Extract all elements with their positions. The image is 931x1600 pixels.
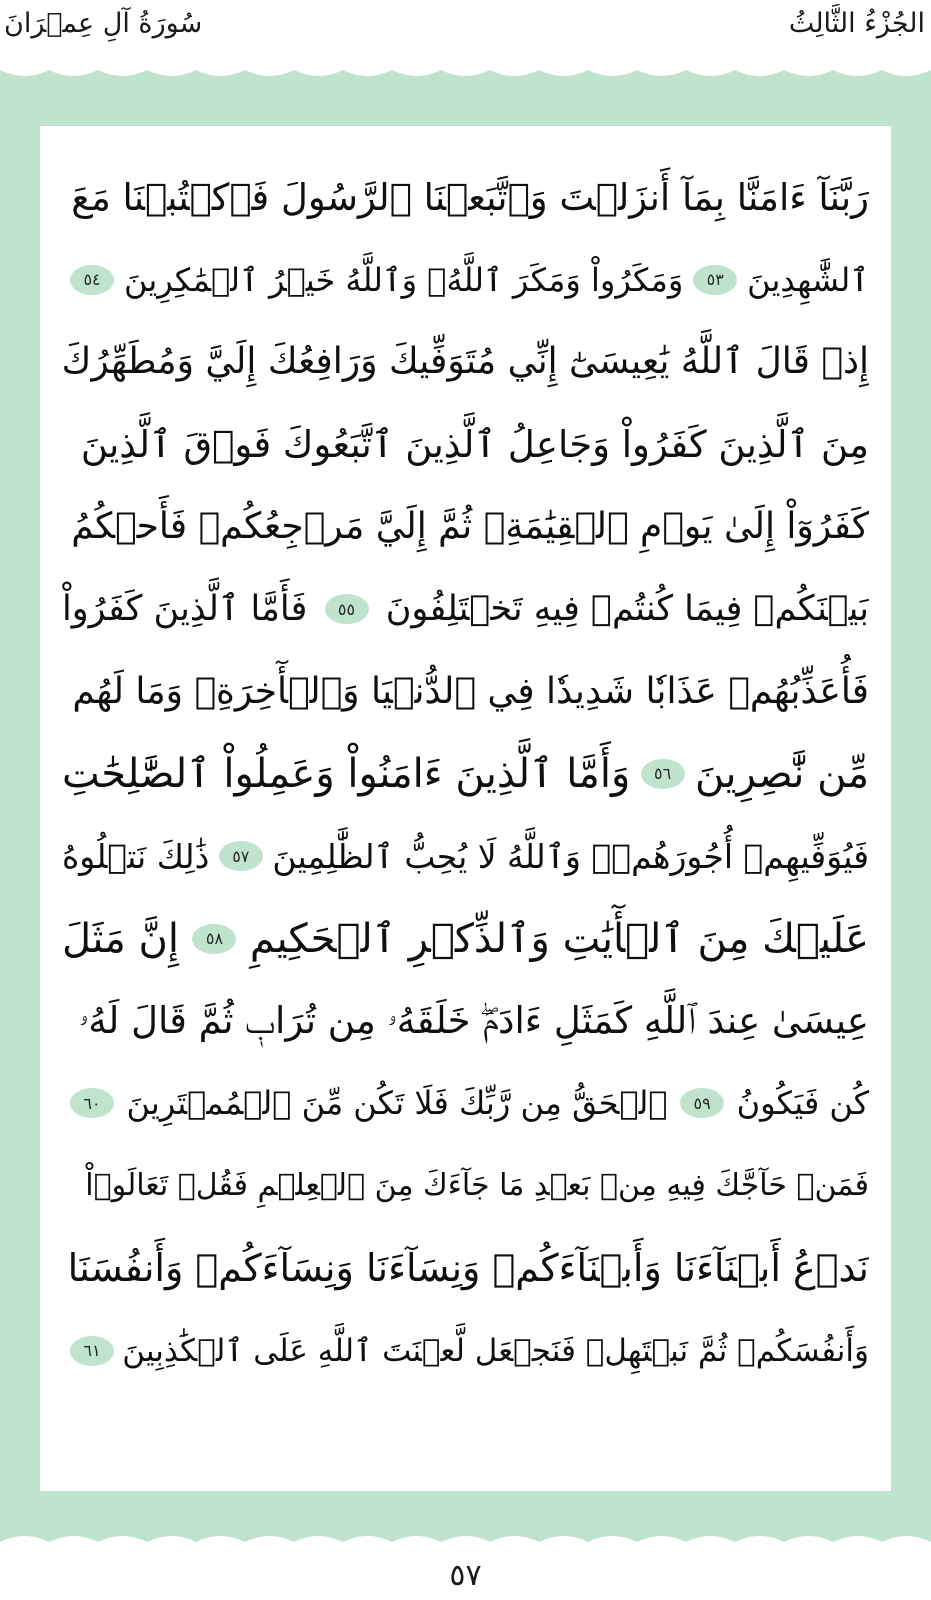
verse-line (62, 238, 869, 320)
ayah-number-marker: ٦٠ (70, 1088, 114, 1118)
verse-text: فَأَمَّا ٱلَّذِينَ كَفَرُواْ (62, 589, 308, 630)
ayah-number-marker: ٥٨ (192, 924, 236, 954)
verse-line (62, 815, 869, 897)
verse-text: مِنَ ٱلَّذِينَ كَفَرُواْ وَجَاعِلُ ٱلَّذِينَ ٱتَّبَعُوكَ فَوۡقَ ٱلَّذِينَ (80, 422, 869, 466)
ayah-number-marker: ٦١ (70, 1336, 114, 1366)
verse-text: ٱلشَّٰهِدِينَ (747, 260, 869, 299)
ayah-number-marker: ٥٥ (325, 594, 369, 624)
verse-line (62, 156, 869, 238)
page-number: ٥٧ (449, 1558, 482, 1593)
verse-text: فَمَنۡ حَآجَّكَ فِيهِ مِنۢ بَعۡدِ مَا جَآءَكَ مِنَ ٱلۡعِلۡمِ فَقُلۡ تَعَالَوۡاْ (85, 1168, 869, 1204)
quran-text-panel (40, 126, 891, 1491)
verse-text: ذَٰلِكَ نَتۡلُوهُ (62, 836, 210, 876)
verse-text: بَيۡنَكُمۡ فِيمَا كُنتُمۡ فِيهِ تَخۡتَلِفُونَ (385, 589, 869, 630)
ayah-number-marker: ٥٩ (680, 1088, 724, 1118)
verse-text: فَيُوَفِّيهِمۡ أُجُورَهُمۡۗ وَٱللَّهُ لَا يُحِبُّ ٱلظَّٰلِمِينَ (272, 836, 869, 876)
verse-text: وَأَنفُسَكُمۡ ثُمَّ نَبۡتَهِلۡ فَنَجۡعَل لَّعۡنَتَ ٱللَّهِ عَلَى ٱلۡكَٰذِبِينَ (122, 1332, 869, 1369)
verse-line (62, 321, 869, 403)
ayah-number-marker: ٥٣ (693, 265, 737, 295)
verse-text: وَمَكَرُواْ وَمَكَرَ ٱللَّهُۖ وَٱللَّهُ خَيۡرُ ٱلۡمَٰكِرِينَ (123, 260, 684, 299)
verse-line (62, 403, 869, 485)
verse-text: عِيسَىٰ عِندَ ٱللَّهِ كَمَثَلِ ءَادَمَۖ خَلَقَهُۥ مِن تُرَابٖ ثُمَّ قَالَ لَهُۥ (78, 999, 869, 1043)
verse-text: رَبَّنَآ ءَامَنَّا بِمَآ أَنزَلۡتَ وَٱتَّبَعۡنَا ٱلرَّسُولَ فَٱكۡتُبۡنَا مَعَ (71, 175, 869, 219)
ayah-number-marker: ٥٤ (70, 265, 114, 295)
verse-text: مِّن نَّٰصِرِينَ (694, 750, 869, 797)
verse-line (62, 650, 869, 732)
verse-text: إِذۡ قَالَ ٱللَّهُ يَٰعِيسَىٰٓ إِنِّي مُتَوَفِّيكَ وَرَافِعُكَ إِلَيَّ وَمُطَهِّرُكَ (62, 341, 869, 383)
verse-text: كَفَرُوٓاْ إِلَىٰ يَوۡمِ ٱلۡقِيَٰمَةِۖ ثُمَّ إِلَيَّ مَرۡجِعُكُمۡ فَأَحۡكُمُ (71, 506, 869, 548)
verse-line (62, 898, 869, 980)
verse-text: عَلَيۡكَ مِنَ ٱلۡأٓيَٰتِ وَٱلذِّكۡرِ ٱلۡحَكِيمِ (249, 915, 869, 962)
verse-line (62, 1227, 869, 1309)
frame-bottom-border (0, 1530, 931, 1552)
ayah-number-marker: ٥٦ (641, 759, 685, 789)
page-frame (0, 60, 931, 1552)
verse-line (62, 733, 869, 815)
verse-line (62, 486, 869, 568)
verse-text: وَأَمَّا ٱلَّذِينَ ءَامَنُواْ وَعَمِلُواْ ٱلصَّٰلِحَٰتِ (62, 750, 631, 797)
ayah-number-marker: ٥٧ (219, 841, 263, 871)
verse-text: نَدۡعُ أَبۡنَآءَنَا وَأَبۡنَآءَكُمۡ وَنِسَآءَنَا وَنِسَآءَكُمۡ وَأَنفُسَنَا (67, 1246, 869, 1291)
verse-line (62, 568, 869, 650)
frame-top-border (0, 60, 931, 82)
verse-line (62, 1309, 869, 1391)
verse-line (62, 980, 869, 1062)
verse-text: كُن فَيَكُونُ (736, 1084, 869, 1123)
juz-title: الجُزْءُ الثَّالِثُ (788, 8, 925, 39)
verse-line (62, 1145, 869, 1227)
verse-line (62, 1062, 869, 1144)
surah-title: سُورَةُ آلِ عِمۡرَانَ (4, 8, 203, 39)
verse-text: إِنَّ مَثَلَ (62, 915, 180, 962)
verse-text: ٱلۡحَقُّ مِن رَّبِّكَ فَلَا تَكُن مِّنَ ٱلۡمُمۡتَرِينَ (126, 1084, 668, 1123)
verse-text: فَأُعَذِّبُهُمۡ عَذَابٗا شَدِيدٗا فِي ٱلدُّنۡيَا وَٱلۡأٓخِرَةِۖ وَمَا لَهُم (72, 671, 869, 713)
